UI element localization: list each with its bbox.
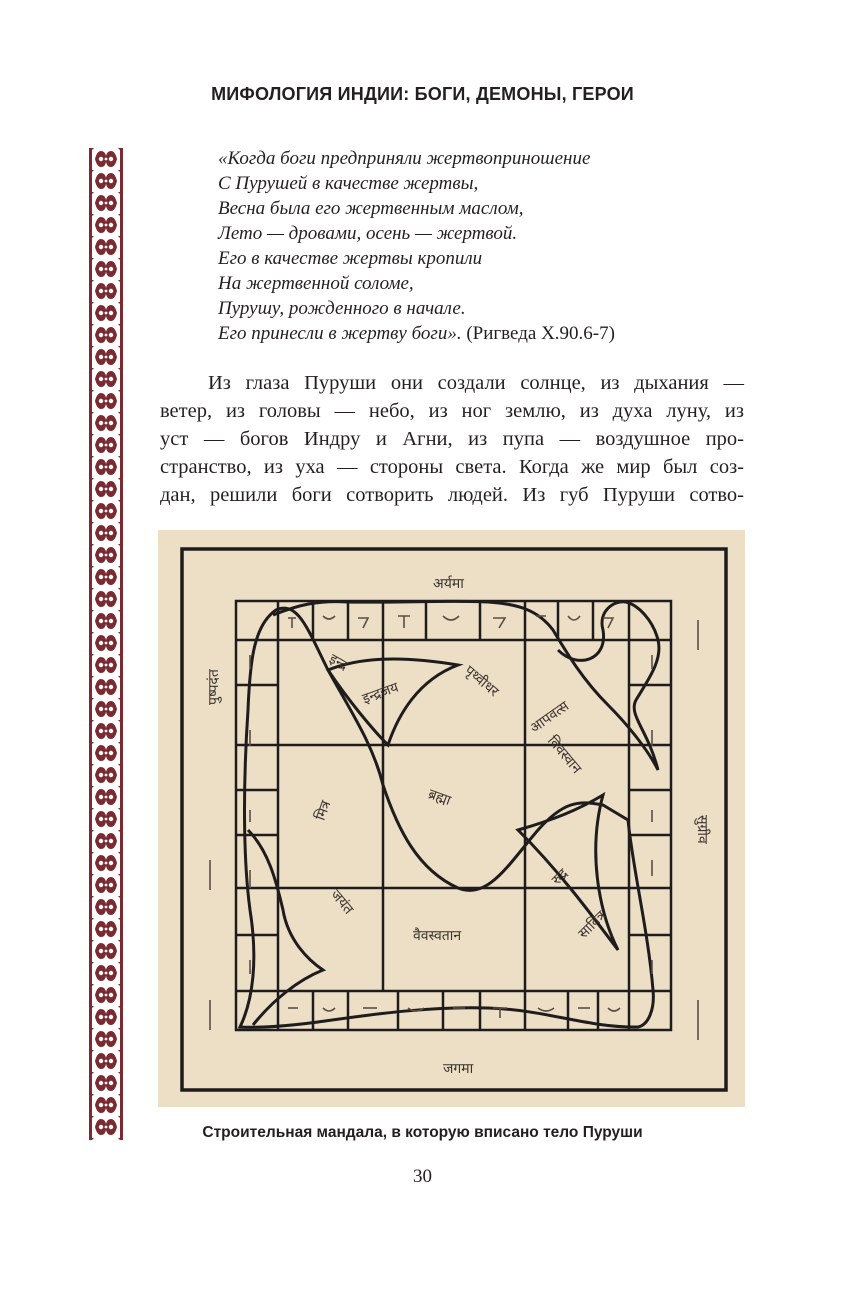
label-upper-right: आपवत्स <box>527 698 573 737</box>
label-top: अर्यमा <box>433 576 464 592</box>
label-right-outer: सुग्रीव <box>694 815 710 844</box>
paragraph-line: ветер, из головы — небо, из ног землю, из духа луну, из <box>160 400 744 422</box>
poem-line-last <box>218 321 615 346</box>
poem-line: С Пурушей в качестве жертвы, <box>218 173 479 194</box>
poem-line: На жертвенной соломе, <box>218 273 414 294</box>
label-right-inner: विवस्वान <box>543 733 585 777</box>
paragraph-line: уст — богов Индру и Агни, из пупа — воздушное про- <box>160 428 744 450</box>
poem-line: Его в качестве жертвы кропили <box>218 248 483 269</box>
label-left-outer: पुष्पदंत <box>206 669 222 705</box>
poem-line: Пурушу, рожденного в начале. <box>218 298 466 319</box>
poem-line: Его принесли в жертву боги». <box>218 323 462 344</box>
paragraph-line: странство, из уха — стороны света. Когда же мир был соз- <box>160 456 744 478</box>
label-lower-right: सावित्र <box>575 907 610 942</box>
page-number: 30 <box>413 1166 432 1187</box>
poem-line: «Когда боги предприняли жертвоприношение <box>218 148 591 169</box>
label-lower-right2: रुद्र <box>548 865 572 889</box>
poem-line: Весна была его жертвенным маслом, <box>218 198 524 219</box>
label-bottom: जगमा <box>443 1061 474 1077</box>
paragraph-line: Из глаза Пуруши они создали солнце, из дыхания — <box>208 372 744 394</box>
mandala-figure <box>158 530 745 1107</box>
label-upper-center: पृथ्वीधर <box>461 662 502 701</box>
decorative-border-ornament <box>89 148 123 1140</box>
poem-line: Лето — дровами, осень — жертвой. <box>218 223 518 244</box>
label-left-inner: मित्र <box>312 798 335 823</box>
figure-caption: Строительная мандала, в которую вписано тело Пуруши <box>202 1124 643 1141</box>
label-upper-left2: इन्द्रजय <box>360 679 401 708</box>
mandala-illustration <box>158 530 745 1107</box>
label-center: ब्रह्मा <box>425 786 453 810</box>
poem-reference: (Ригведа X.90.6-7) <box>461 323 615 344</box>
paragraph-line: дан, решили боги сотворить людей. Из губ Пуруши сотво- <box>160 484 744 506</box>
label-lower-left: जयंत <box>327 886 357 918</box>
label-upper-left: इन्द्र <box>326 651 351 675</box>
poem-quote <box>218 146 615 346</box>
label-lower-center: वैवस्वतान <box>413 928 462 944</box>
running-header: МИФОЛОГИЯ ИНДИИ: БОГИ, ДЕМОНЫ, ГЕРОИ <box>211 84 634 104</box>
body-paragraph <box>160 369 744 509</box>
